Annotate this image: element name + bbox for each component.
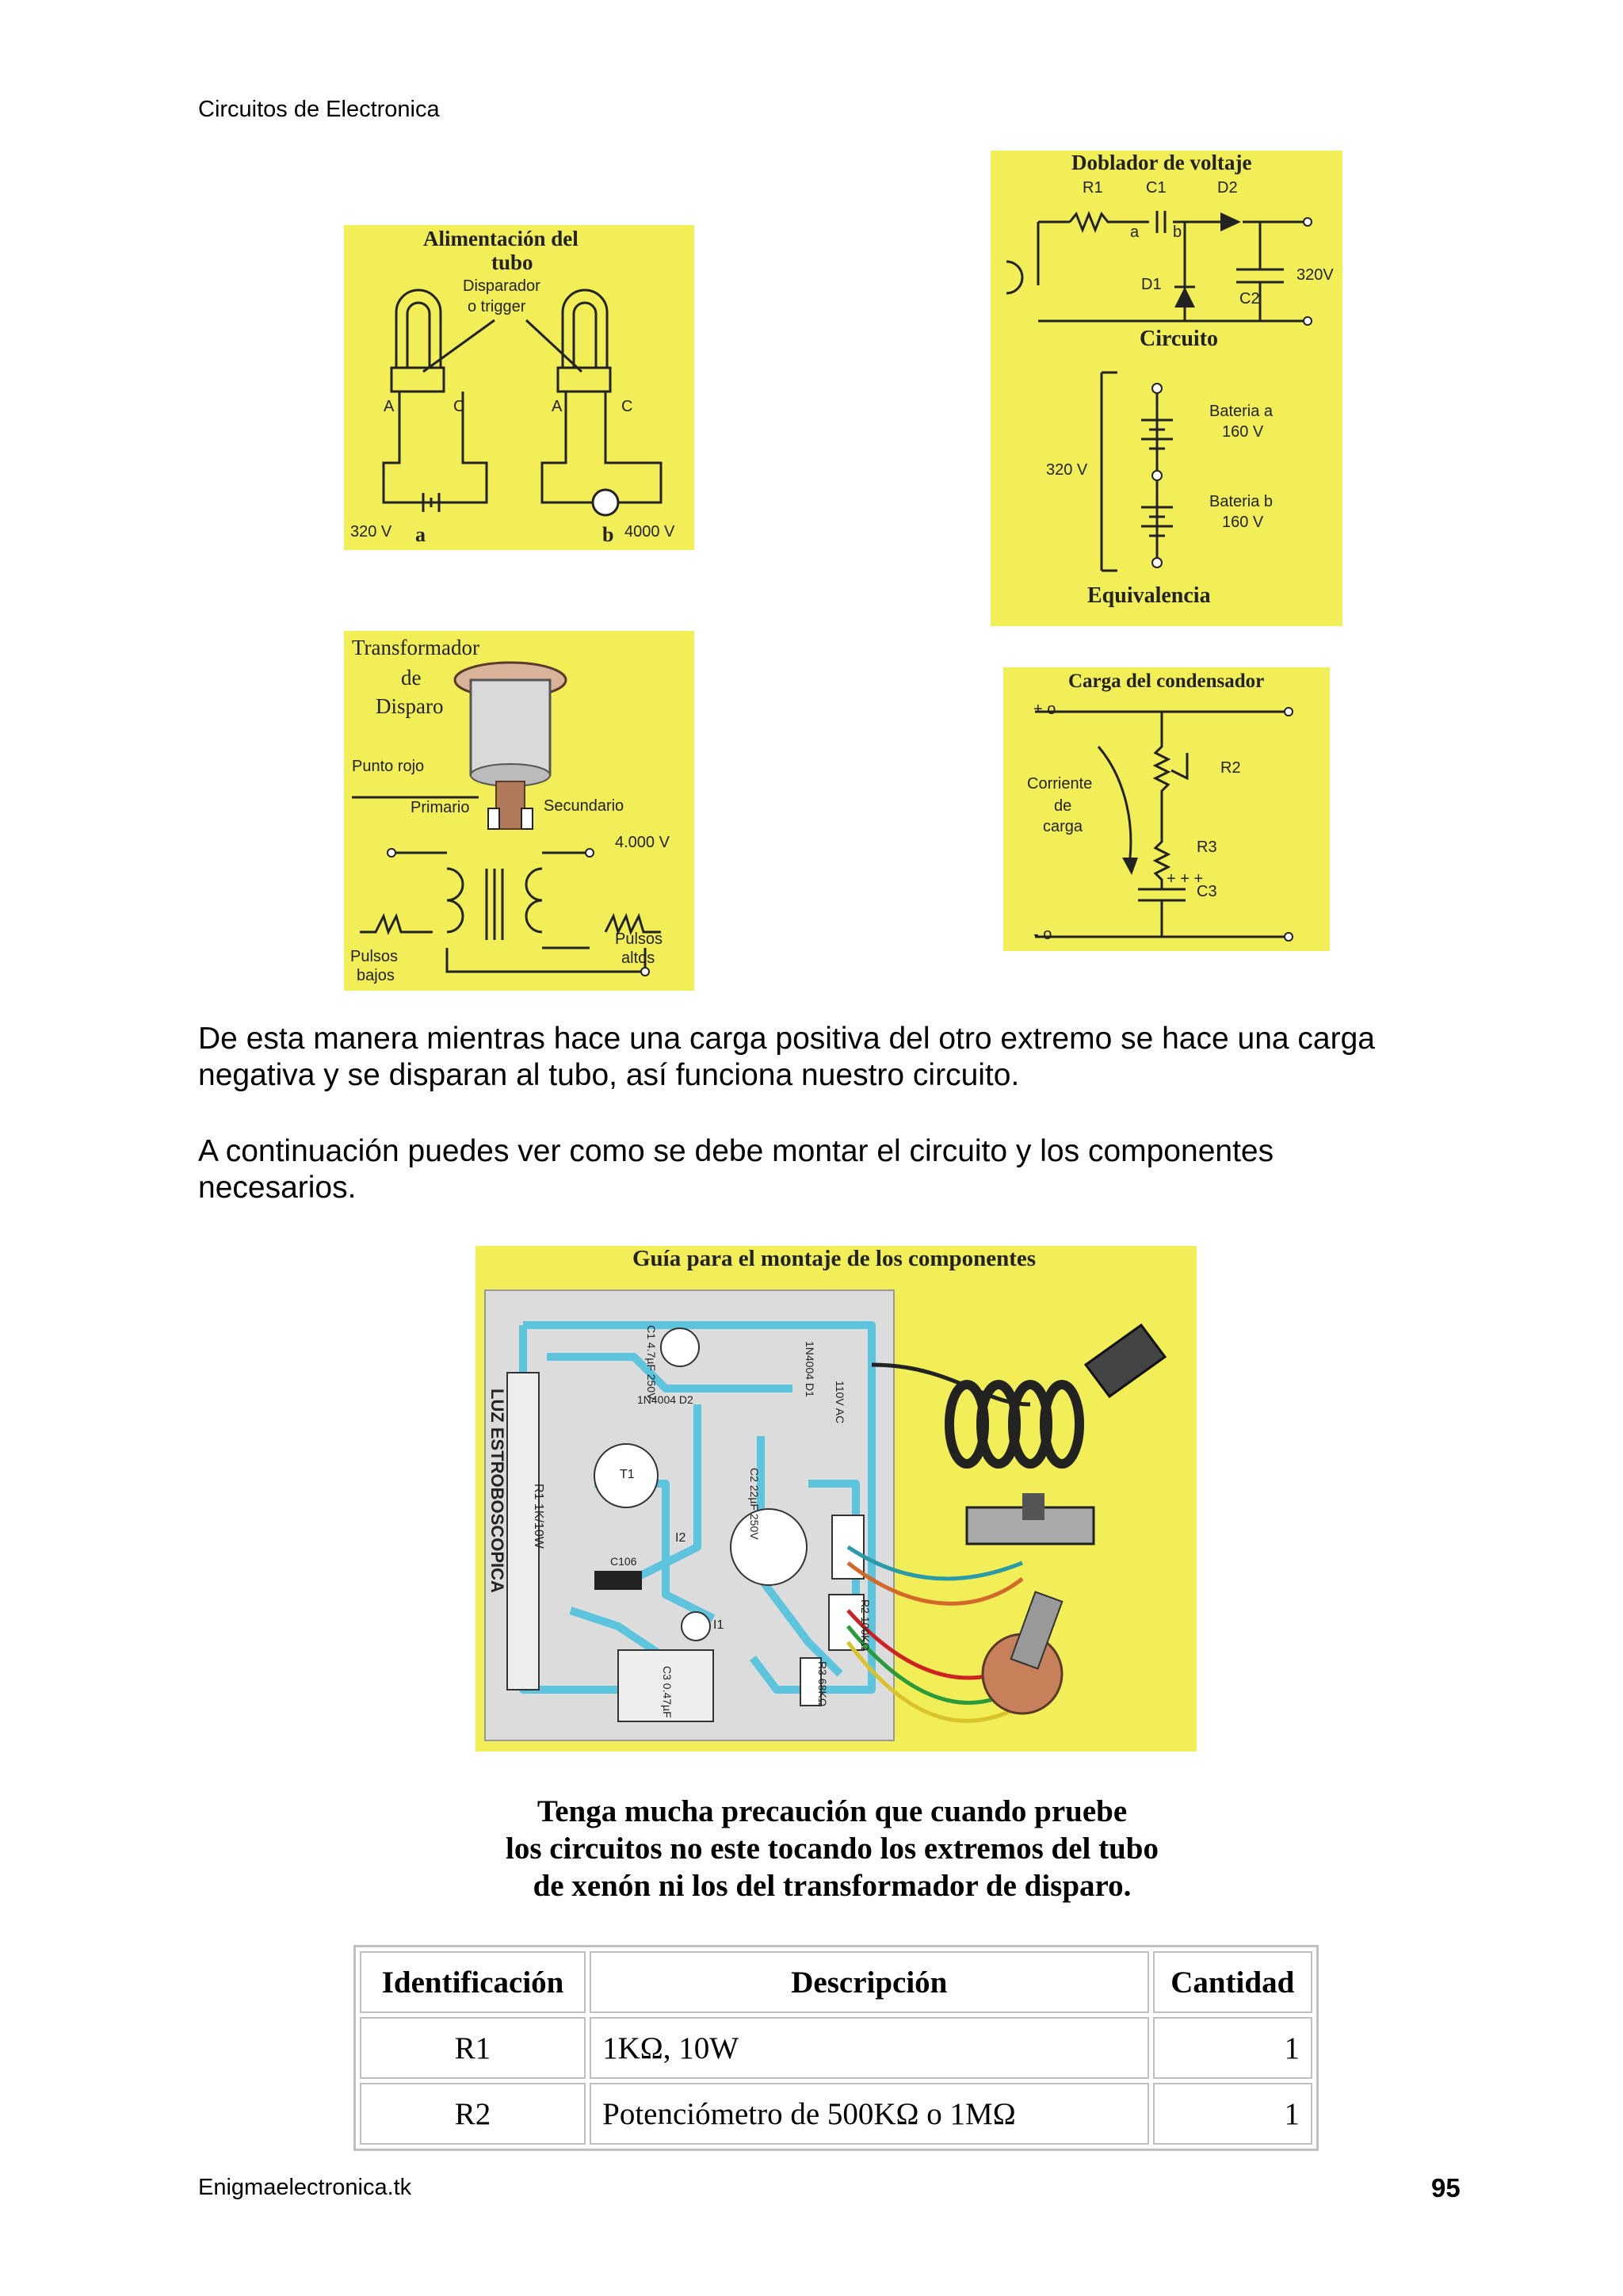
r1-label: R1 1K/10W: [532, 1484, 545, 1549]
table-header-row: [360, 1951, 1312, 2013]
minus-terminal: - o: [1033, 926, 1052, 943]
i1-label: I1: [713, 1618, 724, 1632]
trigger-label: Disparador: [463, 277, 540, 295]
trigger-label-line2: o trigger: [468, 298, 526, 315]
label-a: a: [1130, 223, 1140, 241]
i2-label: I2: [675, 1531, 686, 1545]
pulsos-altos: Pulsos: [615, 930, 663, 948]
label-r2: R2: [1220, 759, 1241, 777]
cell-id: R2: [360, 2083, 586, 2145]
c3-label: C3 0.47µF: [661, 1666, 674, 1718]
r2-label: R2 100KΩ: [859, 1599, 872, 1651]
r3-label: R3 68KΩ: [816, 1661, 829, 1707]
label-b: b: [1173, 223, 1182, 241]
point-b: b: [602, 523, 614, 546]
t1-label: T1: [620, 1468, 635, 1481]
label-r1: R1: [1083, 179, 1103, 197]
punto-rojo: Punto rojo: [352, 758, 425, 775]
warning-line3: de xenón ni los del transformador de disparo.: [533, 1869, 1132, 1903]
figure-alimentacion-tubo: [344, 225, 694, 550]
warning-line2: los circuitos no este tocando los extremos del tubo: [505, 1832, 1159, 1866]
cell-quantity: 1: [1153, 2017, 1313, 2079]
voltage-right: 4000 V: [624, 523, 675, 541]
warning-note: [357, 1793, 1308, 1904]
paragraph-2-line1: A continuación puedes ver como se debe montar el circuito y los componentes: [198, 1134, 1274, 1168]
footer-site: Enigmaelectronica.tk: [198, 2175, 412, 2200]
paragraph-2: [198, 1133, 1466, 1206]
plus-signs: + + +: [1167, 870, 1204, 888]
table-row: [360, 2017, 1312, 2079]
corriente-label: Corriente: [1027, 775, 1093, 793]
scr-label: C106: [610, 1555, 637, 1568]
secundario-label: Secundario: [544, 797, 624, 815]
bateria-b: Bateria b: [1209, 493, 1274, 510]
label-circuito: Circuito: [1140, 327, 1219, 351]
figure-doblador-voltaje: [991, 151, 1342, 626]
figure-guia-montaje: [475, 1246, 1197, 1752]
primario-label: Primario: [411, 799, 470, 816]
label-d2: D2: [1217, 179, 1238, 197]
header-descripcion: Descripción: [590, 1951, 1148, 2013]
paragraph-1: [198, 1021, 1466, 1094]
figure-title: Doblador de voltaje: [1071, 151, 1252, 174]
figure-title: Alimentación del: [423, 227, 579, 250]
pulsos-bajos-line2: bajos: [357, 967, 395, 984]
d2-label: 1N4004 D2: [637, 1393, 693, 1406]
label-c1: C: [453, 398, 465, 415]
label-a2: A: [552, 398, 563, 415]
figure-title: Guía para el montaje de los componentes: [632, 1246, 1037, 1271]
label-r3: R3: [1197, 839, 1217, 856]
tube-circuit-drawing: [344, 225, 694, 550]
figure-title-line3: Disparo: [376, 694, 444, 718]
d1-label: 1N4004 D1: [804, 1341, 816, 1397]
header-cantidad: Cantidad: [1153, 1951, 1313, 2013]
figure-title-line2: tubo: [491, 250, 533, 274]
header-identificacion: Identificación: [360, 1951, 586, 2013]
label-c3: C3: [1197, 883, 1217, 900]
c1-label: C1 4.7µF 250V: [645, 1325, 658, 1400]
label-c2: C2: [1239, 290, 1260, 308]
cell-id: R1: [360, 2017, 586, 2079]
paragraph-1-line2: negativa y se disparan al tubo, así funciona nuestro circuito.: [198, 1058, 1020, 1092]
page-number: 95: [1431, 2173, 1461, 2202]
pcb-assembly-drawing: [475, 1246, 1197, 1752]
label-equivalencia: Equivalencia: [1087, 583, 1211, 608]
label-c2: C: [621, 398, 633, 415]
label-d1: D1: [1141, 276, 1162, 293]
figure-transformador-disparo: [344, 631, 694, 991]
table-row: [360, 2083, 1312, 2145]
label-320v: 320V: [1296, 266, 1334, 284]
warning-line1: Tenga mucha precaución que cuando pruebe: [537, 1794, 1128, 1828]
label-c1: C1: [1146, 179, 1167, 197]
cell-quantity: 1: [1153, 2083, 1313, 2145]
page-header: Circuitos de Electronica: [198, 97, 440, 122]
voltage-left: 320 V: [350, 523, 392, 541]
ac-label: 110V AC: [834, 1381, 846, 1424]
pulsos-altos-line2: altos: [621, 949, 655, 967]
paragraph-1-line1: De esta manera mientras hace una carga positiva del otro extremo se hace una carga: [198, 1022, 1375, 1056]
cell-description: 1KΩ, 10W: [590, 2017, 1148, 2079]
pulsos-bajos: Pulsos: [350, 948, 399, 965]
figure-title-line2: de: [401, 666, 422, 690]
voltage-doubler-drawing: [991, 151, 1342, 626]
corriente-label-line3: carga: [1043, 818, 1083, 835]
point-a: a: [415, 523, 426, 546]
label-a1: A: [384, 398, 395, 415]
figure-title: Transformador: [352, 636, 479, 659]
plus-terminal: + o: [1033, 701, 1056, 718]
total-voltage: 320 V: [1046, 461, 1088, 479]
c2-label: C2 22µF 250V: [748, 1468, 761, 1540]
corriente-label-line2: de: [1054, 797, 1072, 815]
bateria-b-volts: 160 V: [1222, 514, 1264, 531]
paragraph-2-line2: necesarios.: [198, 1171, 357, 1205]
parts-table: [353, 1945, 1319, 2151]
voltage-label: 4.000 V: [615, 834, 670, 851]
board-label: LUZ ESTROBOSCOPICA: [487, 1389, 507, 1593]
figure-title: Carga del condensador: [1068, 670, 1265, 692]
bateria-a: Bateria a: [1209, 403, 1274, 420]
figure-carga-condensador: [1003, 667, 1330, 951]
bateria-a-volts: 160 V: [1222, 423, 1264, 441]
cell-description: Potenciómetro de 500KΩ o 1MΩ: [590, 2083, 1148, 2145]
